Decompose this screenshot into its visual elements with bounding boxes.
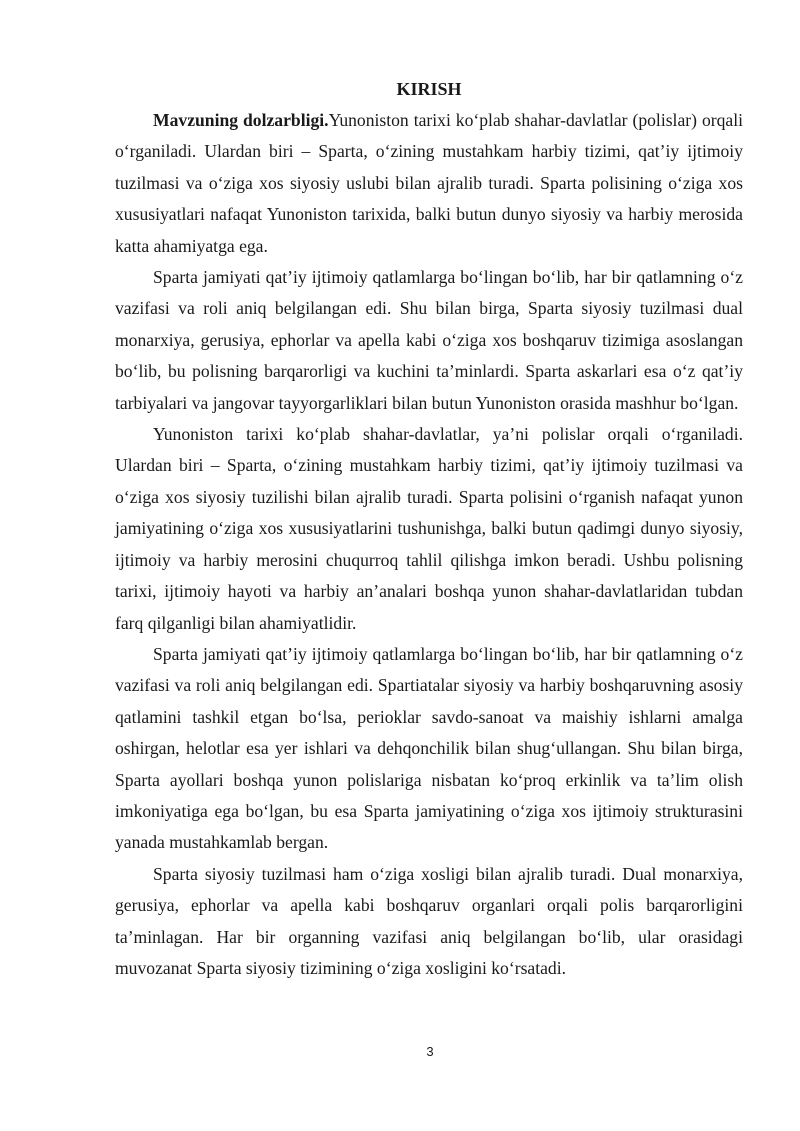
- paragraph-text: Yunoniston tarixi koʻplab shahar-davlatlar, yaʼni polislar orqali oʻrganiladi. Ulardan biri – Sparta, oʻzining mustahkam harbiy tizimi, qatʼiy ijtimoiy tuzilmasi va oʻziga xos siyosiy tuzilishi bilan ajralib turadi. Sparta polisini oʻrganish nafaqat yunon jamiyatining oʻziga xos xususiyatlarini tushunishga, balki butun qadimgi dunyo siyosiy, ijtimoiy va harbiy merosini chuqurroq tahlil qilishga imkon beradi. Ushbu polisning tarixi, ijtimoiy hayoti va harbiy anʼanalari boshqa yunon shahar-davlatlaridan tubdan farq qilganligi bilan ahamiyatlidir.: [115, 424, 743, 633]
- paragraph-body: [115, 639, 743, 859]
- page-number: 3: [426, 1044, 434, 1059]
- paragraph-text: Sparta jamiyati qatʼiy ijtimoiy qatlamlarga boʻlingan boʻlib, har bir qatlamning oʻz vazifasi va roli aniq belgilangan edi. Shu bilan birga, Sparta siyosiy tuzilmasi dual monarxiya, gerusiya, ephorlar va apella kabi oʻziga xos boshqaruv tizimiga asoslangan boʻlib, bu polisning barqarorligi va kuchini taʼminlardi. Sparta askarlari esa oʻz qatʼiy tarbiyalari va jangovar tayyorgarliklari bilan butun Yunoniston orasida mashhur boʻlgan.: [115, 267, 743, 413]
- paragraph-text: Yunoniston tarixi koʻplab shahar-davlatlar (polislar) orqali oʻrganiladi. Ulardan biri – Sparta, oʻzining mustahkam harbiy tizimi, qatʼiy ijtimoiy tuzilmasi va oʻziga xos siyosiy uslubi bilan ajralib turadi. Sparta polisining oʻziga xos xususiyatlari nafaqat Yunoniston tarixida, balki butun dunyo siyosiy va harbiy merosida katta ahamiyatga ega.: [115, 110, 743, 256]
- page-body: [115, 73, 743, 984]
- paragraph-body: [115, 419, 743, 639]
- paragraph-text: Sparta jamiyati qatʼiy ijtimoiy qatlamlarga boʻlingan boʻlib, har bir qatlamning oʻz vazifasi va roli aniq belgilangan edi. Spartiatalar siyosiy va harbiy boshqaruvning asosiy qatlamini tashkil etgan boʻlsa, perioklar savdo-sanoat va maishiy ishlarni amalga oshirgan, helotlar esa yer ishlari va dehqonchilik bilan shugʻullangan. Shu bilan birga, Sparta ayollari boshqa yunon polislariga nisbatan koʻproq erkinlik va taʼlim olish imkoniyatiga ega boʻlgan, bu esa Sparta jamiyatining oʻziga xos ijtimoiy strukturasini yanada mustahkamlab bergan.: [115, 643, 743, 853]
- section-title: KIRISH: [396, 79, 462, 99]
- paragraph-relevance: [115, 105, 743, 262]
- paragraph-body: [115, 859, 743, 985]
- paragraph-body: [115, 262, 743, 419]
- paragraph-text: Sparta siyosiy tuzilmasi ham oʻziga xosligi bilan ajralib turadi. Dual monarxiya, gerusiya, ephorlar va apella kabi boshqaruv organlari orqali polis barqarorligini taʼminlagan. Har bir organning vazifasi aniq belgilangan boʻlib, ular orasidagi muvozanat Sparta siyosiy tizimining oʻziga xosligini koʻrsatadi.: [115, 863, 743, 978]
- paragraph-lead-bold: Mavzuning dolzarbligi.: [153, 110, 329, 130]
